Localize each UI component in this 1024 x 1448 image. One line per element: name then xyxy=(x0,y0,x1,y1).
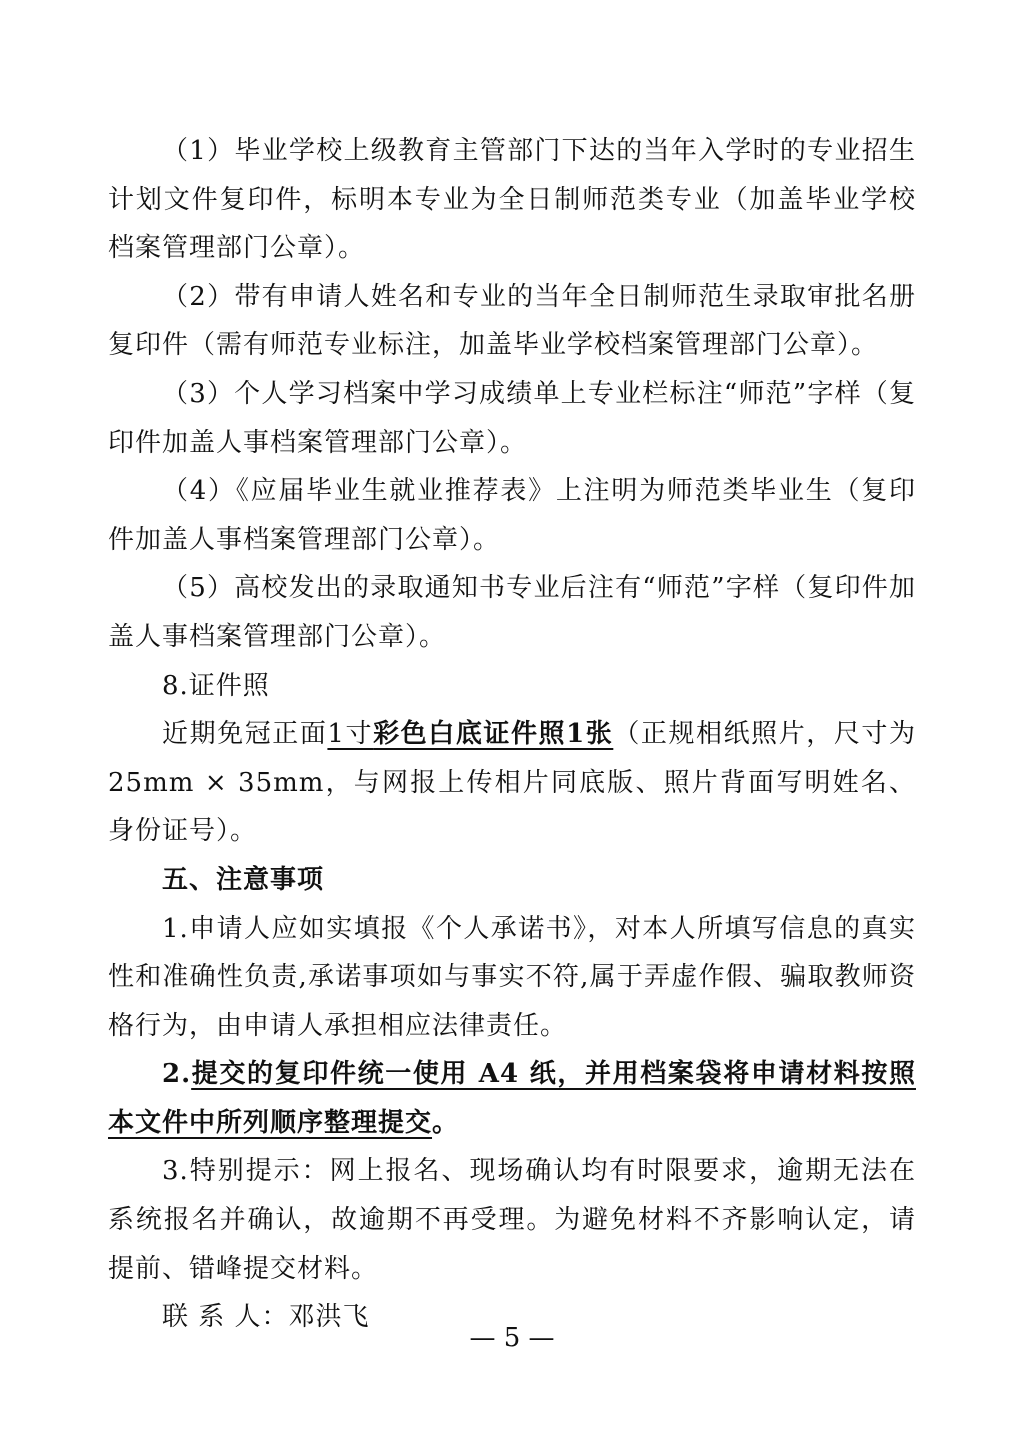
requirement-item-3: （3）个人学习档案中学习成绩单上专业栏标注“师范”字样（复印件加盖人事档案管理部门公章）。 xyxy=(108,378,916,458)
requirement-item-2: （2）带有申请人姓名和专业的当年全日制师范生录取审批名册复印件（需有师范专业标注，加盖毕业学校档案管理部门公章）。 xyxy=(108,281,916,361)
note-1: 1.申请人应如实填报《个人承诺书》，对本人所填写信息的真实性和准确性负责,承诺事项如与事实不符,属于弄虚作假、骗取教师资格行为，由申请人承担相应法律责任。 xyxy=(108,913,916,1041)
note-2-number: 2. xyxy=(162,1059,192,1090)
page-number: — 5 — xyxy=(469,1323,555,1353)
photo-suffix: （正规相纸照片，尺寸为25mm × 35mm，与网报上传相片同底版、照片背面写明姓名、身份证号）。 xyxy=(108,719,916,847)
note-2-period: 。 xyxy=(432,1107,460,1138)
note-2-underlined-text: 提交的复印件统一使用 A4 纸，并用档案袋将申请材料按照本文件中所列顺序整理提交 xyxy=(108,1059,916,1138)
section-5-title: 五、注意事项 xyxy=(162,864,325,895)
note-2 xyxy=(108,1050,916,1147)
document-body xyxy=(108,127,916,1342)
requirement-item-5: （5）高校发出的录取通知书专业后注有“师范”字样（复印件加盖人事档案管理部门公章）。 xyxy=(108,573,916,652)
photo-prefix: 近期免冠正面 xyxy=(162,719,328,750)
photo-bold-text: 彩色白底证件照1张 xyxy=(373,719,614,750)
note-3: 3.特别提示：网上报名、现场确认均有时限要求，逾期无法在系统报名并确认，故逾期不再受理。为避免材料不齐影响认定，请提前、错峰提交材料。 xyxy=(108,1156,916,1284)
requirement-item-4: （4）《应届毕业生就业推荐表》上注明为师范类毕业生（复印件加盖人事档案管理部门公章）。 xyxy=(108,476,916,555)
section-8-title: 8.证件照 xyxy=(162,670,270,701)
photo-size: 1寸 xyxy=(327,719,374,750)
photo-requirement xyxy=(108,710,916,856)
requirement-item-1: （1）毕业学校上级教育主管部门下达的当年入学时的专业招生计划文件复印件，标明本专业为全日制师范类专业（加盖毕业学校档案管理部门公章）。 xyxy=(108,136,916,264)
contact-person: 联 系 人：邓洪飞 xyxy=(162,1302,370,1333)
